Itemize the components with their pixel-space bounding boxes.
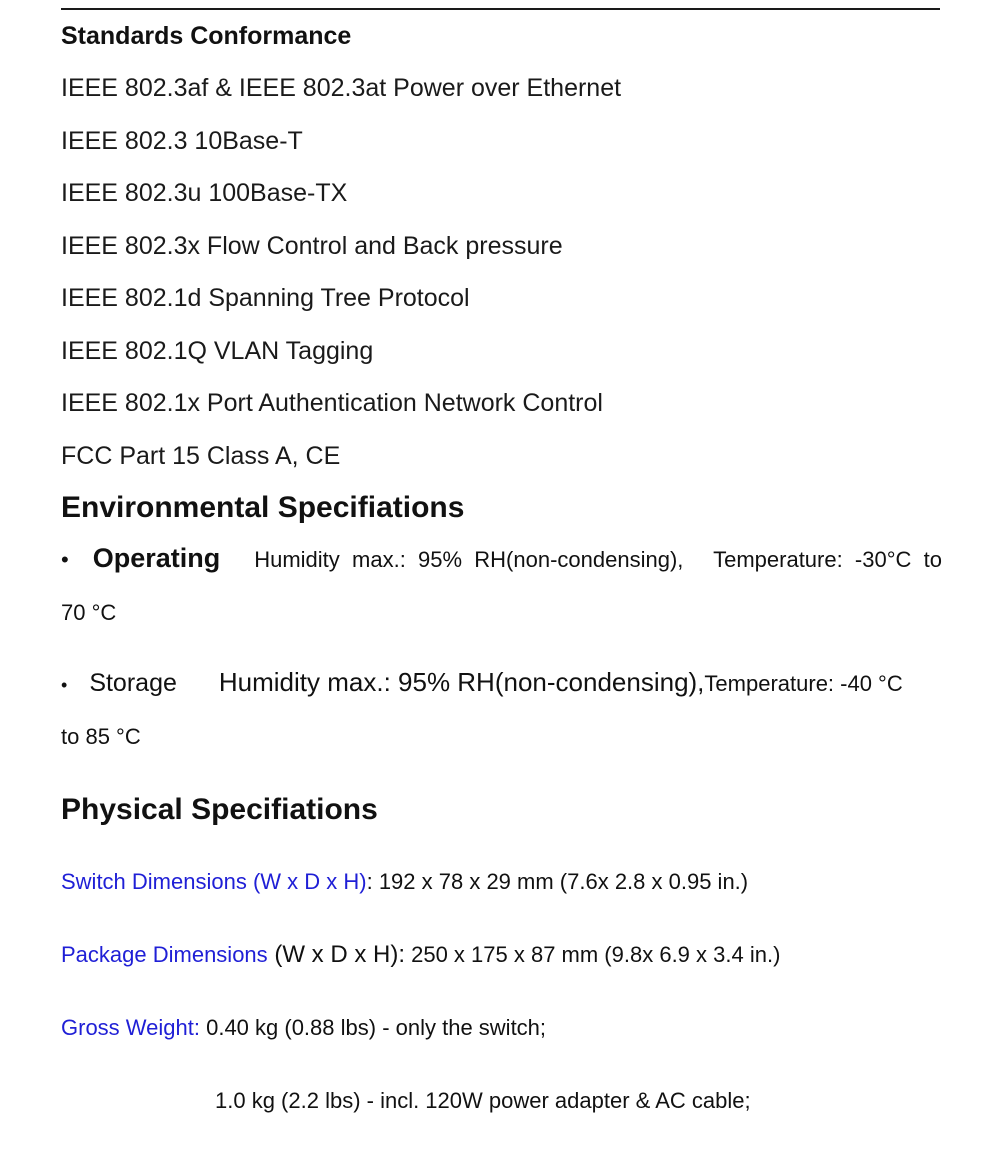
operating-values [254,547,942,573]
operating-temperature: Temperature: -30°C to [713,547,942,572]
gross-weight-label: Gross Weight: [61,1015,200,1040]
operating-continuation: 70 °C [61,600,117,625]
operating-label: Operating [92,543,221,573]
standards-item: IEEE 802.3af & IEEE 802.3at Power over Ethernet [61,74,622,102]
standards-item: IEEE 802.1d Spanning Tree Protocol [61,284,470,312]
bullet-icon: • [61,547,69,572]
physical-heading: Physical Specifiations [61,793,378,826]
bullet-icon: • [61,675,68,695]
package-dimensions-label-suffix: (W x D x H): [267,941,405,968]
package-dimensions-value: 250 x 175 x 87 mm (9.8x 6.9 x 3.4 in.) [404,942,781,967]
gross-weight-row [61,1014,546,1042]
environmental-heading: Environmental Specifiations [61,491,465,524]
package-dimensions-label: Package Dimensions [61,942,268,967]
standards-item: IEEE 802.1Q VLAN Tagging [61,337,374,365]
standards-heading: Standards Conformance [61,22,352,50]
standards-item: IEEE 802.3u 100Base-TX [61,179,348,207]
top-divider [61,8,940,10]
switch-dimensions-value: : 192 x 78 x 29 mm (7.6x 2.8 x 0.95 in.) [366,869,749,894]
operating-row [61,543,942,574]
storage-temperature: Temperature: -40 °C [704,671,903,696]
storage-continuation: to 85 °C [61,724,141,749]
switch-dimensions-label: Switch Dimensions (W x D x H) [61,869,367,894]
switch-dimensions-row [61,868,748,896]
storage-row [61,667,942,698]
package-dimensions-row [61,941,780,969]
standards-item: IEEE 802.3 10Base-T [61,127,303,155]
gross-weight-value-2: 1.0 kg (2.2 lbs) - incl. 120W power adapter & AC cable; [215,1088,751,1113]
standards-item: IEEE 802.1x Port Authentication Network Control [61,389,603,417]
operating-humidity: Humidity max.: 95% RH(non-condensing), [254,547,684,572]
standards-item: IEEE 802.3x Flow Control and Back pressure [61,232,563,260]
gross-weight-value: 0.40 kg (0.88 lbs) - only the switch; [199,1015,547,1040]
storage-label: Storage [89,669,177,697]
standards-item: FCC Part 15 Class A, CE [61,442,341,470]
storage-humidity: Humidity max.: 95% RH(non-condensing), [218,667,705,697]
